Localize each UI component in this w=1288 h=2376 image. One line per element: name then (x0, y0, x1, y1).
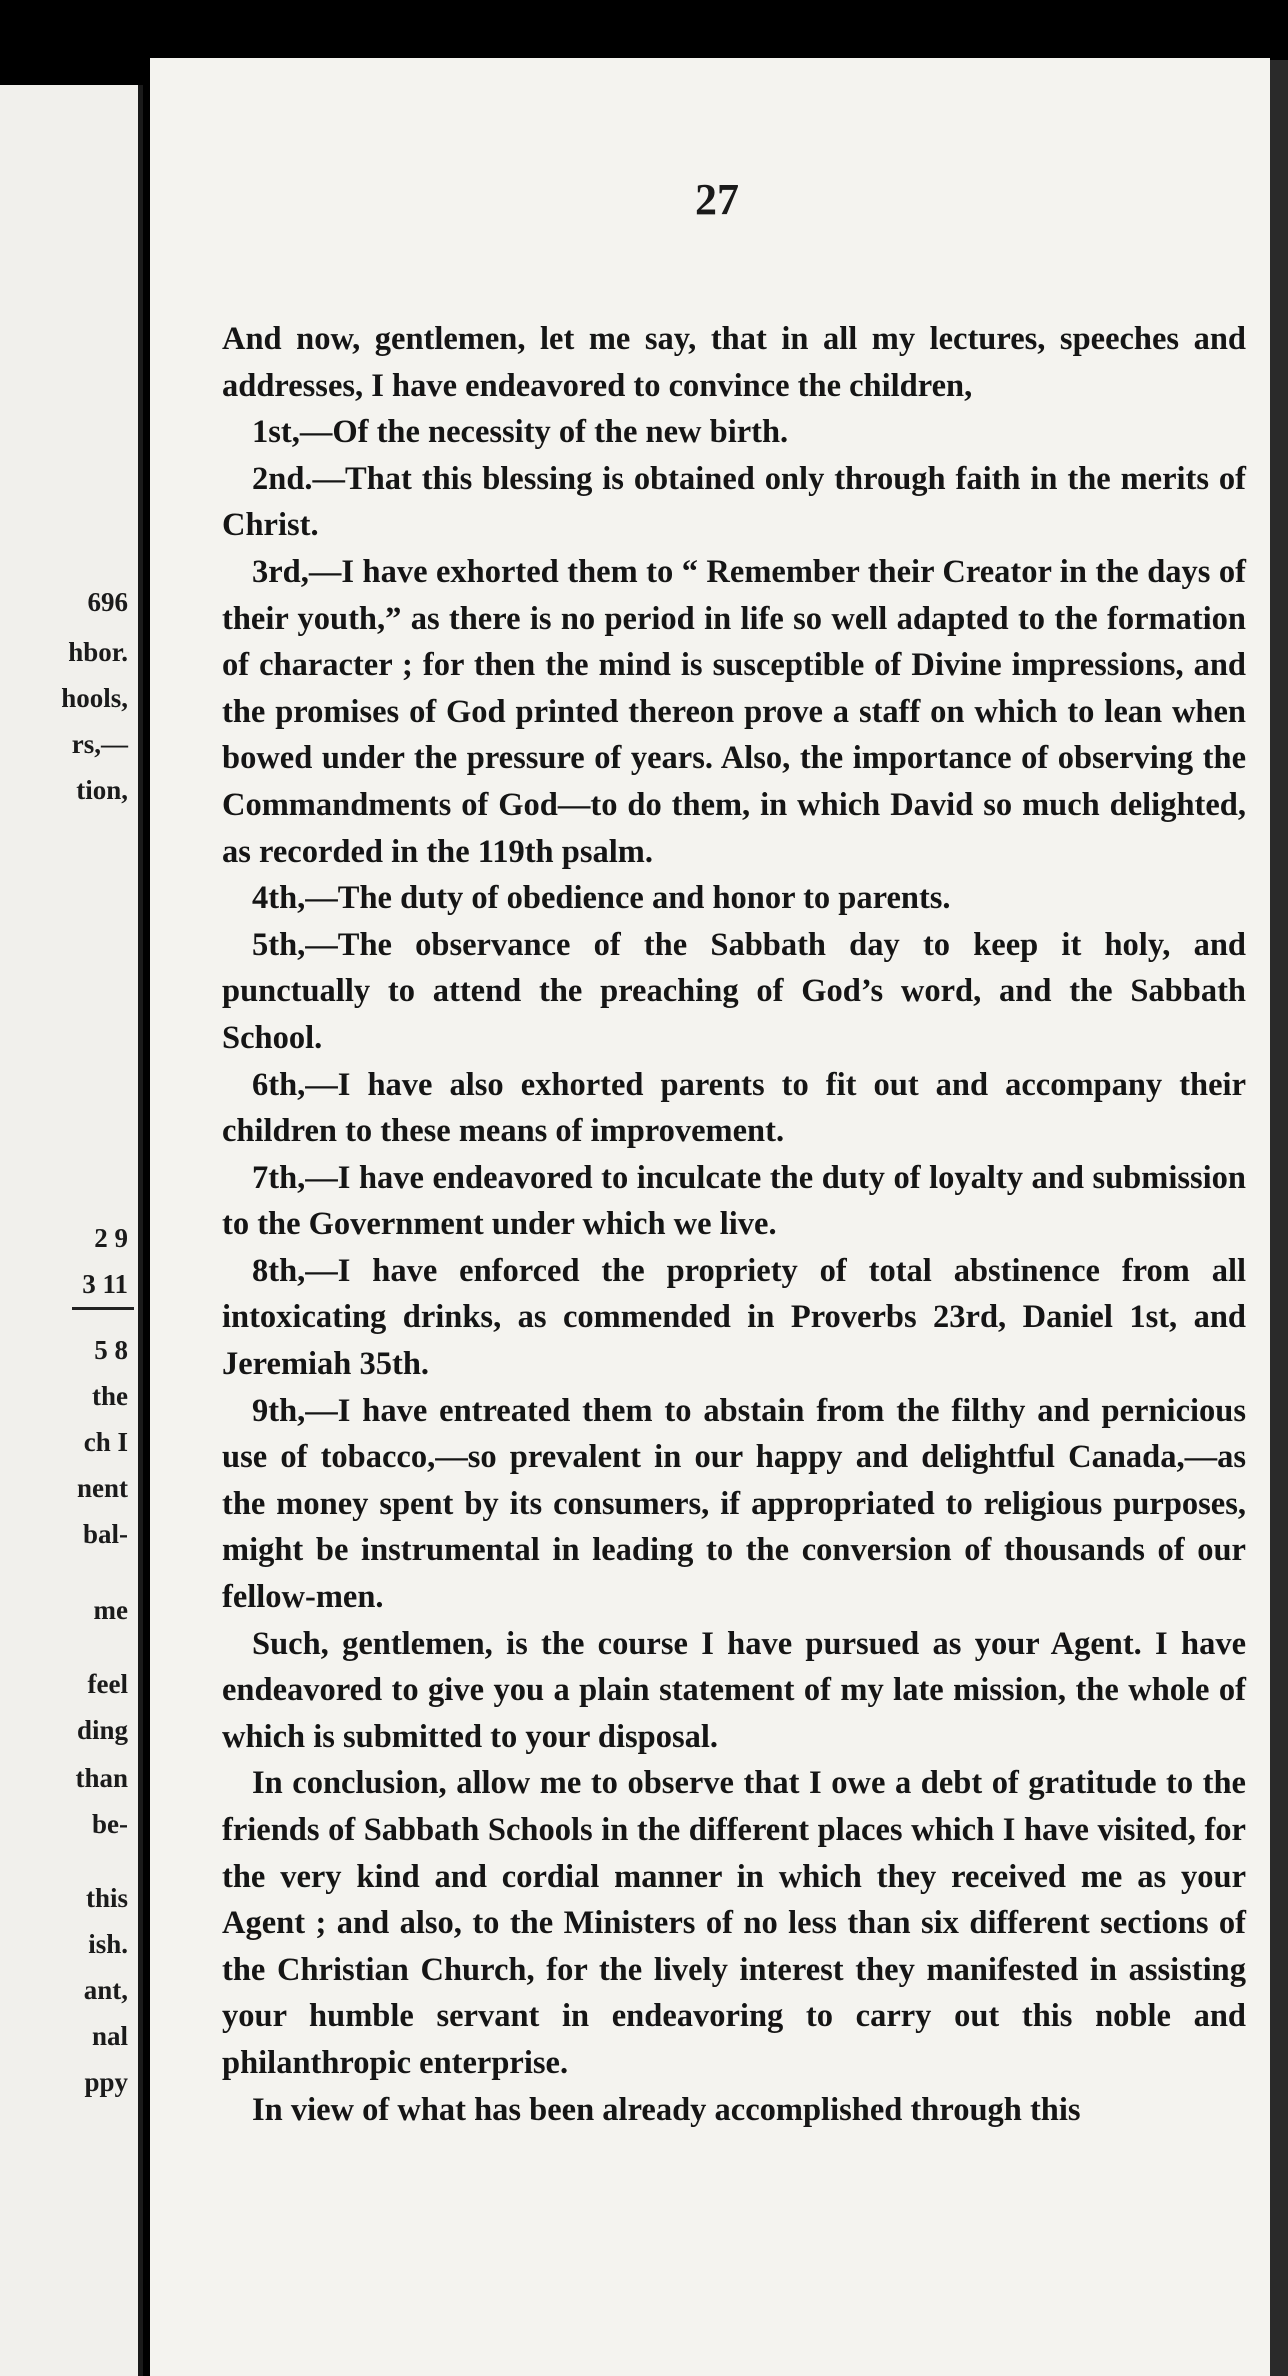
page-body-text (222, 316, 1246, 2133)
paragraph: 9th,—I have entreated them to abstain from the filthy and pernicious use of tobacco,—so prevalent in our happy and delightful Canada,—as the money spent by its consumers, if appropriated to religious purposes, might be instrumental in leading to the conversion of thousands of our fellow-men. (222, 1392, 1246, 1616)
facing-page-text: 3 11 (82, 1269, 128, 1299)
facing-page-text: ish. (88, 1929, 128, 1959)
facing-page-fragment (0, 85, 143, 2376)
facing-page-rule (72, 1307, 134, 1310)
facing-page-text: rs,— (71, 729, 128, 759)
facing-page-text: ding (76, 1715, 128, 1745)
facing-page-text: 5 8 (94, 1335, 128, 1365)
page-number: 27 (695, 175, 739, 224)
paragraph: 2nd.—That this blessing is obtained only through faith in the merits of Christ. (222, 460, 1246, 544)
facing-page-text: me (93, 1595, 128, 1625)
paragraph: 3rd,—I have exhorted them to “ Remember their Creator in the days of their youth,” as there is no period in life so well adapted to the formation of character ; for then the mind is susceptible of Divine impressions, and the promises of God printed thereon prove a staff on which to lean when bowed under the pressure of years. Also, the importance of observing the Commandments of God—to do them, in which David so much delighted, as recorded in the 119th psalm. (222, 553, 1246, 870)
facing-page-text: the (92, 1381, 128, 1411)
facing-page-text: hools, (61, 683, 128, 713)
paragraph: 1st,—Of the necessity of the new birth. (252, 414, 789, 451)
paragraph: 6th,—I have also exhorted parents to fit out and accompany their children to these means of improvement. (222, 1066, 1246, 1150)
facing-page-text: be- (92, 1809, 128, 1839)
paragraph: 8th,—I have enforced the propriety of total abstinence from all intoxicating drinks, as commended in Proverbs 23rd, Daniel 1st, and Jeremiah 35th. (222, 1252, 1246, 1383)
facing-page-text: ch I (83, 1427, 128, 1457)
paragraph: In view of what has been already accomplished through this (252, 2091, 1081, 2128)
book-page (150, 58, 1270, 2376)
facing-page-text: bal- (82, 1519, 128, 1549)
facing-page-text: nal (91, 2021, 128, 2051)
facing-page-text: than (75, 1763, 128, 1793)
paragraph: 4th,—The duty of obedience and honor to parents. (252, 880, 951, 917)
paragraph: 7th,—I have endeavored to inculcate the duty of loyalty and submission to the Government under which we live. (222, 1159, 1246, 1243)
facing-page-text: hbor. (68, 637, 128, 667)
facing-page-text: ant, (83, 1975, 128, 2005)
facing-page-text: ppy (84, 2067, 128, 2097)
paragraph: 5th,—The observance of the Sabbath day to keep it holy, and punctually to attend the preaching of God’s word, and the Sabbath School. (222, 926, 1246, 1056)
facing-page-text: this (85, 1883, 128, 1913)
page-edge-shadow (1270, 60, 1288, 2376)
paragraph: Such, gentlemen, is the course I have pursued as your Agent. I have endeavored to give you a plain statement of my late mission, the whole of which is submitted to your disposal. (222, 1625, 1246, 1755)
facing-page-text: tion, (76, 775, 128, 805)
facing-page-text: 696 (87, 587, 128, 617)
paragraph: In conclusion, allow me to observe that I owe a debt of gratitude to the friends of Sabbath Schools in the different places which I have visited, for the very kind and cordial manner in which they received me as your Agent ; and also, to the Ministers of no less than six different sections of the Christian Church, for the lively interest they manifested in assisting your humble servant in endeavoring to carry out this noble and philanthropic enterprise. (222, 1765, 1246, 2081)
facing-page-text: feel (87, 1669, 128, 1699)
facing-page-text: nent (76, 1473, 128, 1503)
facing-page-text: 2 9 (94, 1223, 128, 1253)
paragraph: And now, gentlemen, let me say, that in all my lectures, speeches and addresses, I have endeavored to convince the children, (222, 321, 1246, 404)
